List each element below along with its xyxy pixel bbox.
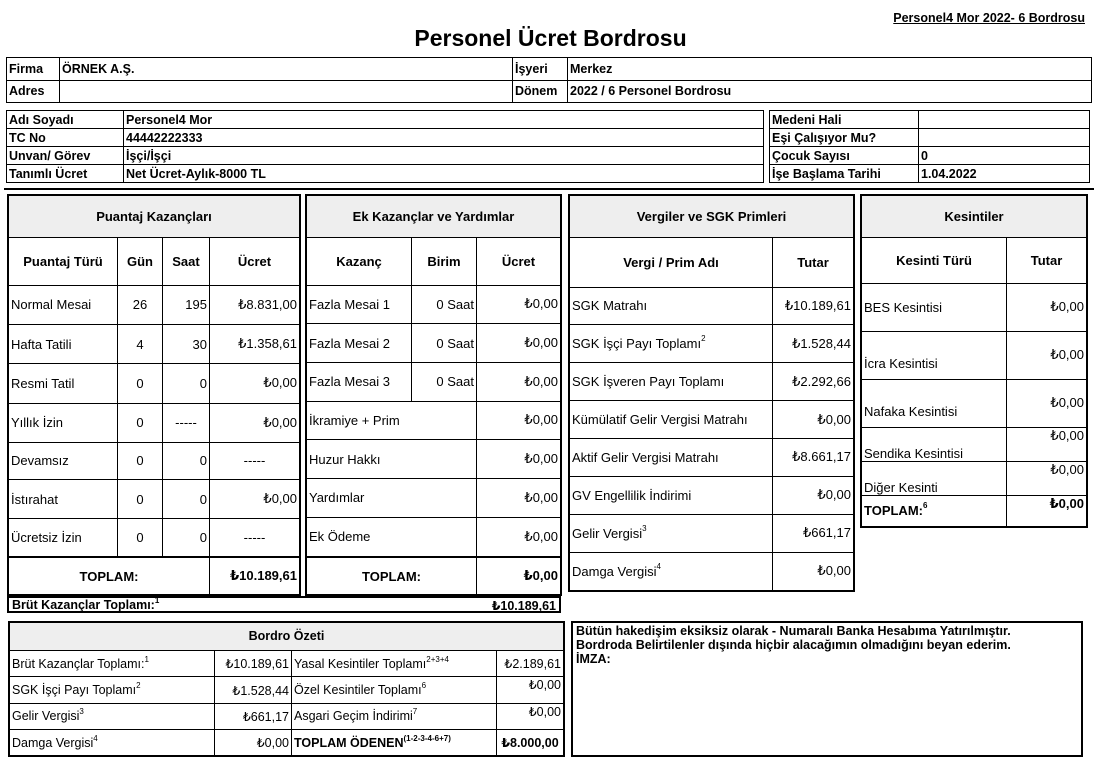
puantaj-tur: Ücretsiz İzin [8, 519, 118, 557]
kesinti-tur: İcra Kesintisi [861, 331, 1007, 379]
vergi-label: Aktif Gelir Vergisi Matrahı [569, 438, 773, 476]
tanimli-ucret-value: Net Ücret-Aylık-8000 TL [124, 165, 764, 183]
ozet-left-label: SGK İşçi Payı Toplamı$^2$ [9, 677, 215, 703]
vergi-value: ₺2.292,66 [773, 363, 855, 401]
ek-kazanc: Fazla Mesai 1 [306, 285, 412, 324]
puantaj-saat: 0 [163, 364, 210, 403]
ek-ucret: ₺0,00 [477, 362, 562, 401]
ek-kazanc: Ek Ödeme [306, 517, 477, 557]
brut-total-bar [7, 596, 561, 613]
cocuk-sayisi-value: 0 [919, 147, 1090, 165]
puantaj-gun: 26 [118, 285, 163, 324]
adres-label: Adres [7, 80, 60, 103]
table-row [569, 401, 854, 439]
table-row [306, 401, 561, 440]
vergi-col-ad: Vergi / Prim Adı [569, 237, 773, 287]
vergi-table [568, 194, 855, 592]
kesinti-tur: Sendika Kesintisi [861, 427, 1007, 461]
ek-kazanc-table [305, 194, 562, 596]
declaration-line-1: Bütün hakedişim eksiksiz olarak - Numaralı Banka Hesabıma Yatırılmıştır. [576, 624, 1011, 638]
puantaj-tur: Yıllık İzin [8, 403, 118, 442]
puantaj-saat: ----- [163, 403, 210, 442]
puantaj-saat: 0 [163, 479, 210, 518]
person-table [6, 110, 764, 183]
declaration-line-2: Bordroda Belirtilenler dışında hiçbir alacağımın olmadığını beyan ederim. [576, 638, 1011, 652]
ek-ucret: ₺0,00 [477, 401, 562, 440]
kesinti-tutar: ₺0,00 [1007, 331, 1088, 379]
puantaj-ucret: ₺0,00 [210, 364, 301, 403]
table-row [8, 285, 300, 324]
table-row [306, 440, 561, 479]
ek-ucret: ₺0,00 [477, 517, 562, 557]
table-row [569, 363, 854, 401]
table-row [8, 442, 300, 479]
puantaj-tur: Devamsız [8, 442, 118, 479]
kesinti-tur: BES Kesintisi [861, 283, 1007, 331]
puantaj-gun: 0 [118, 519, 163, 557]
table-row [9, 703, 564, 729]
ek-birim: 0 Saat [412, 362, 477, 401]
tc-no-value: 44442222333 [124, 129, 764, 147]
ise-baslama-value: 1.04.2022 [919, 165, 1090, 183]
medeni-hali-label: Medeni Hali [770, 111, 919, 129]
kesinti-tutar: ₺0,00 [1007, 461, 1088, 495]
ek-birim: 0 Saat [412, 324, 477, 363]
ek-col-birim: Birim [412, 237, 477, 285]
kesinti-title: Kesintiler [861, 195, 1087, 237]
donem-label: Dönem [513, 80, 568, 103]
kesinti-total-label: TOPLAM:$^6$ [861, 495, 1007, 527]
puantaj-total-label: TOPLAM: [8, 557, 210, 595]
ek-total-label: TOPLAM: [306, 557, 477, 595]
vergi-value: ₺661,17 [773, 514, 855, 552]
kesinti-tutar: ₺0,00 [1007, 379, 1088, 427]
ozet-right-label: Asgari Geçim İndirimi$^7$ [292, 703, 497, 729]
puantaj-title: Puantaj Kazançları [8, 195, 300, 237]
vergi-label: SGK İşveren Payı Toplamı [569, 363, 773, 401]
esi-calisiyor-label: Eşi Çalışıyor Mu? [770, 129, 919, 147]
table-row [569, 287, 854, 325]
ozet-left-value: ₺0,00 [215, 730, 292, 756]
vergi-label: Gelir Vergisi$^3$ [569, 514, 773, 552]
ek-kazanc: Fazla Mesai 3 [306, 362, 412, 401]
puantaj-gun: 4 [118, 324, 163, 363]
esi-calisiyor-value [919, 129, 1090, 147]
table-row [9, 677, 564, 703]
table-row [8, 324, 300, 363]
adi-soyadi-value: Personel4 Mor [124, 111, 764, 129]
firma-value: ÖRNEK A.Ş. [60, 58, 513, 81]
puantaj-ucret: ₺8.831,00 [210, 285, 301, 324]
vergi-label: Damga Vergisi$^4$ [569, 552, 773, 591]
vergi-value: ₺0,00 [773, 401, 855, 439]
ek-kazanc: Yardımlar [306, 478, 477, 517]
ozet-right-label: Özel Kesintiler Toplamı$^6$ [292, 677, 497, 703]
ek-ucret: ₺0,00 [477, 440, 562, 479]
ozet-right-label: Yasal Kesintiler Toplamı$^{2+3+4}$ [292, 650, 497, 676]
vergi-label: GV Engellilik İndirimi [569, 476, 773, 514]
puantaj-tur: Normal Mesai [8, 285, 118, 324]
isyeri-label: İşyeri [513, 58, 568, 81]
ek-kazanc-title: Ek Kazançlar ve Yardımlar [306, 195, 561, 237]
tc-no-label: TC No [7, 129, 124, 147]
vergi-value: ₺10.189,61 [773, 287, 855, 325]
medeni-hali-value [919, 111, 1090, 129]
puantaj-saat: 0 [163, 519, 210, 557]
unvan-value: İşçi/İşçi [124, 147, 764, 165]
puantaj-ucret: ₺0,00 [210, 479, 301, 518]
kesinti-table [860, 194, 1088, 528]
puantaj-table [7, 194, 301, 596]
table-row [306, 478, 561, 517]
firma-label: Firma [7, 58, 60, 81]
ozet-right-value: ₺0,00 [497, 677, 565, 703]
puantaj-col-saat: Saat [163, 237, 210, 285]
table-row [569, 476, 854, 514]
puantaj-gun: 0 [118, 364, 163, 403]
puantaj-saat: 195 [163, 285, 210, 324]
ek-kazanc: İkramiye + Prim [306, 401, 477, 440]
table-row [569, 552, 854, 591]
table-row [9, 650, 564, 676]
ozet-title: Bordro Özeti [9, 622, 564, 650]
puantaj-saat: 0 [163, 442, 210, 479]
vergi-label: SGK İşçi Payı Toplamı$^2$ [569, 325, 773, 363]
brut-total-value: ₺10.189,61 [491, 599, 556, 613]
brut-total-label: Brüt Kazançlar Toplamı:$^1$ [12, 596, 160, 612]
table-row [569, 325, 854, 363]
table-row [306, 517, 561, 557]
firm-table [6, 57, 1092, 103]
puantaj-ucret: ----- [210, 442, 301, 479]
bordro-reference: Personel4 Mor 2022- 6 Bordrosu [893, 11, 1085, 25]
table-row [9, 730, 564, 756]
kesinti-total-value: ₺0,00 [1007, 495, 1088, 527]
table-row [8, 519, 300, 557]
vergi-label: SGK Matrahı [569, 287, 773, 325]
puantaj-gun: 0 [118, 403, 163, 442]
puantaj-gun: 0 [118, 442, 163, 479]
table-row [306, 285, 561, 324]
table-row [861, 283, 1087, 331]
unvan-label: Unvan/ Görev [7, 147, 124, 165]
vergi-col-tutar: Tutar [773, 237, 855, 287]
kesinti-tur: Diğer Kesinti [861, 461, 1007, 495]
isyeri-value: Merkez [568, 58, 1092, 81]
ek-ucret: ₺0,00 [477, 478, 562, 517]
ozet-left-value: ₺1.528,44 [215, 677, 292, 703]
page-title: Personel Ücret Bordrosu [414, 25, 687, 51]
puantaj-ucret: ₺1.358,61 [210, 324, 301, 363]
vergi-value: ₺0,00 [773, 552, 855, 591]
table-row [8, 403, 300, 442]
ek-kazanc: Fazla Mesai 2 [306, 324, 412, 363]
toplam-odenen-value: ₺8.000,00 [497, 730, 565, 756]
ozet-right-value: ₺2.189,61 [497, 650, 565, 676]
puantaj-col-gun: Gün [118, 237, 163, 285]
ozet-right-value: ₺0,00 [497, 703, 565, 729]
kesinti-tur: Nafaka Kesintisi [861, 379, 1007, 427]
signature-label: İMZA: [576, 652, 611, 666]
puantaj-total-value: ₺10.189,61 [210, 557, 301, 595]
kesinti-col-tur: Kesinti Türü [861, 237, 1007, 283]
puantaj-col-tur: Puantaj Türü [8, 237, 118, 285]
cocuk-sayisi-label: Çocuk Sayısı [770, 147, 919, 165]
ek-ucret: ₺0,00 [477, 324, 562, 363]
declaration-box [571, 621, 1083, 757]
vergi-value: ₺8.661,17 [773, 438, 855, 476]
puantaj-gun: 0 [118, 479, 163, 518]
vergi-value: ₺1.528,44 [773, 325, 855, 363]
puantaj-tur: Resmi Tatil [8, 364, 118, 403]
table-row [8, 364, 300, 403]
puantaj-tur: Hafta Tatili [8, 324, 118, 363]
puantaj-tur: İstırahat [8, 479, 118, 518]
puantaj-ucret: ₺0,00 [210, 403, 301, 442]
toplam-odenen-label: TOPLAM $ÖDENEN^{(1-2-3-4-6+7)}$ [292, 730, 497, 756]
ozet-left-label: Gelir Vergisi$^3$ [9, 703, 215, 729]
table-row [861, 461, 1087, 495]
table-row [569, 438, 854, 476]
puantaj-col-ucret: Ücret [210, 237, 301, 285]
table-row [306, 324, 561, 363]
ek-col-ucret: Ücret [477, 237, 562, 285]
ek-total-value: ₺0,00 [477, 557, 562, 595]
tanimli-ucret-label: Tanımlı Ücret [7, 165, 124, 183]
ozet-left-value: ₺661,17 [215, 703, 292, 729]
ozet-left-label: Brüt Kazançlar Toplamı:$^1$ [9, 650, 215, 676]
table-row [861, 379, 1087, 427]
puantaj-saat: 30 [163, 324, 210, 363]
kesinti-col-tutar: Tutar [1007, 237, 1088, 283]
ek-ucret: ₺0,00 [477, 285, 562, 324]
ek-birim: 0 Saat [412, 285, 477, 324]
donem-value: 2022 / 6 Personel Bordrosu [568, 80, 1092, 103]
vergi-title: Vergiler ve SGK Primleri [569, 195, 854, 237]
vergi-value: ₺0,00 [773, 476, 855, 514]
table-row [306, 362, 561, 401]
person-extra-table [769, 110, 1090, 183]
table-row [861, 427, 1087, 461]
table-row [8, 479, 300, 518]
bordro-ozet-table [8, 621, 565, 757]
section-divider [4, 188, 1094, 190]
adres-value [60, 80, 513, 103]
ek-kazanc: Huzur Hakkı [306, 440, 477, 479]
ozet-left-label: Damga Vergisi$^4$ [9, 730, 215, 756]
ek-col-kazanc: Kazanç [306, 237, 412, 285]
table-row [569, 514, 854, 552]
ise-baslama-label: İşe Başlama Tarihi [770, 165, 919, 183]
puantaj-ucret: ----- [210, 519, 301, 557]
adi-soyadi-label: Adı Soyadı [7, 111, 124, 129]
kesinti-tutar: ₺0,00 [1007, 427, 1088, 461]
ozet-left-value: ₺10.189,61 [215, 650, 292, 676]
table-row [861, 331, 1087, 379]
vergi-label: Kümülatif Gelir Vergisi Matrahı [569, 401, 773, 439]
kesinti-tutar: ₺0,00 [1007, 283, 1088, 331]
